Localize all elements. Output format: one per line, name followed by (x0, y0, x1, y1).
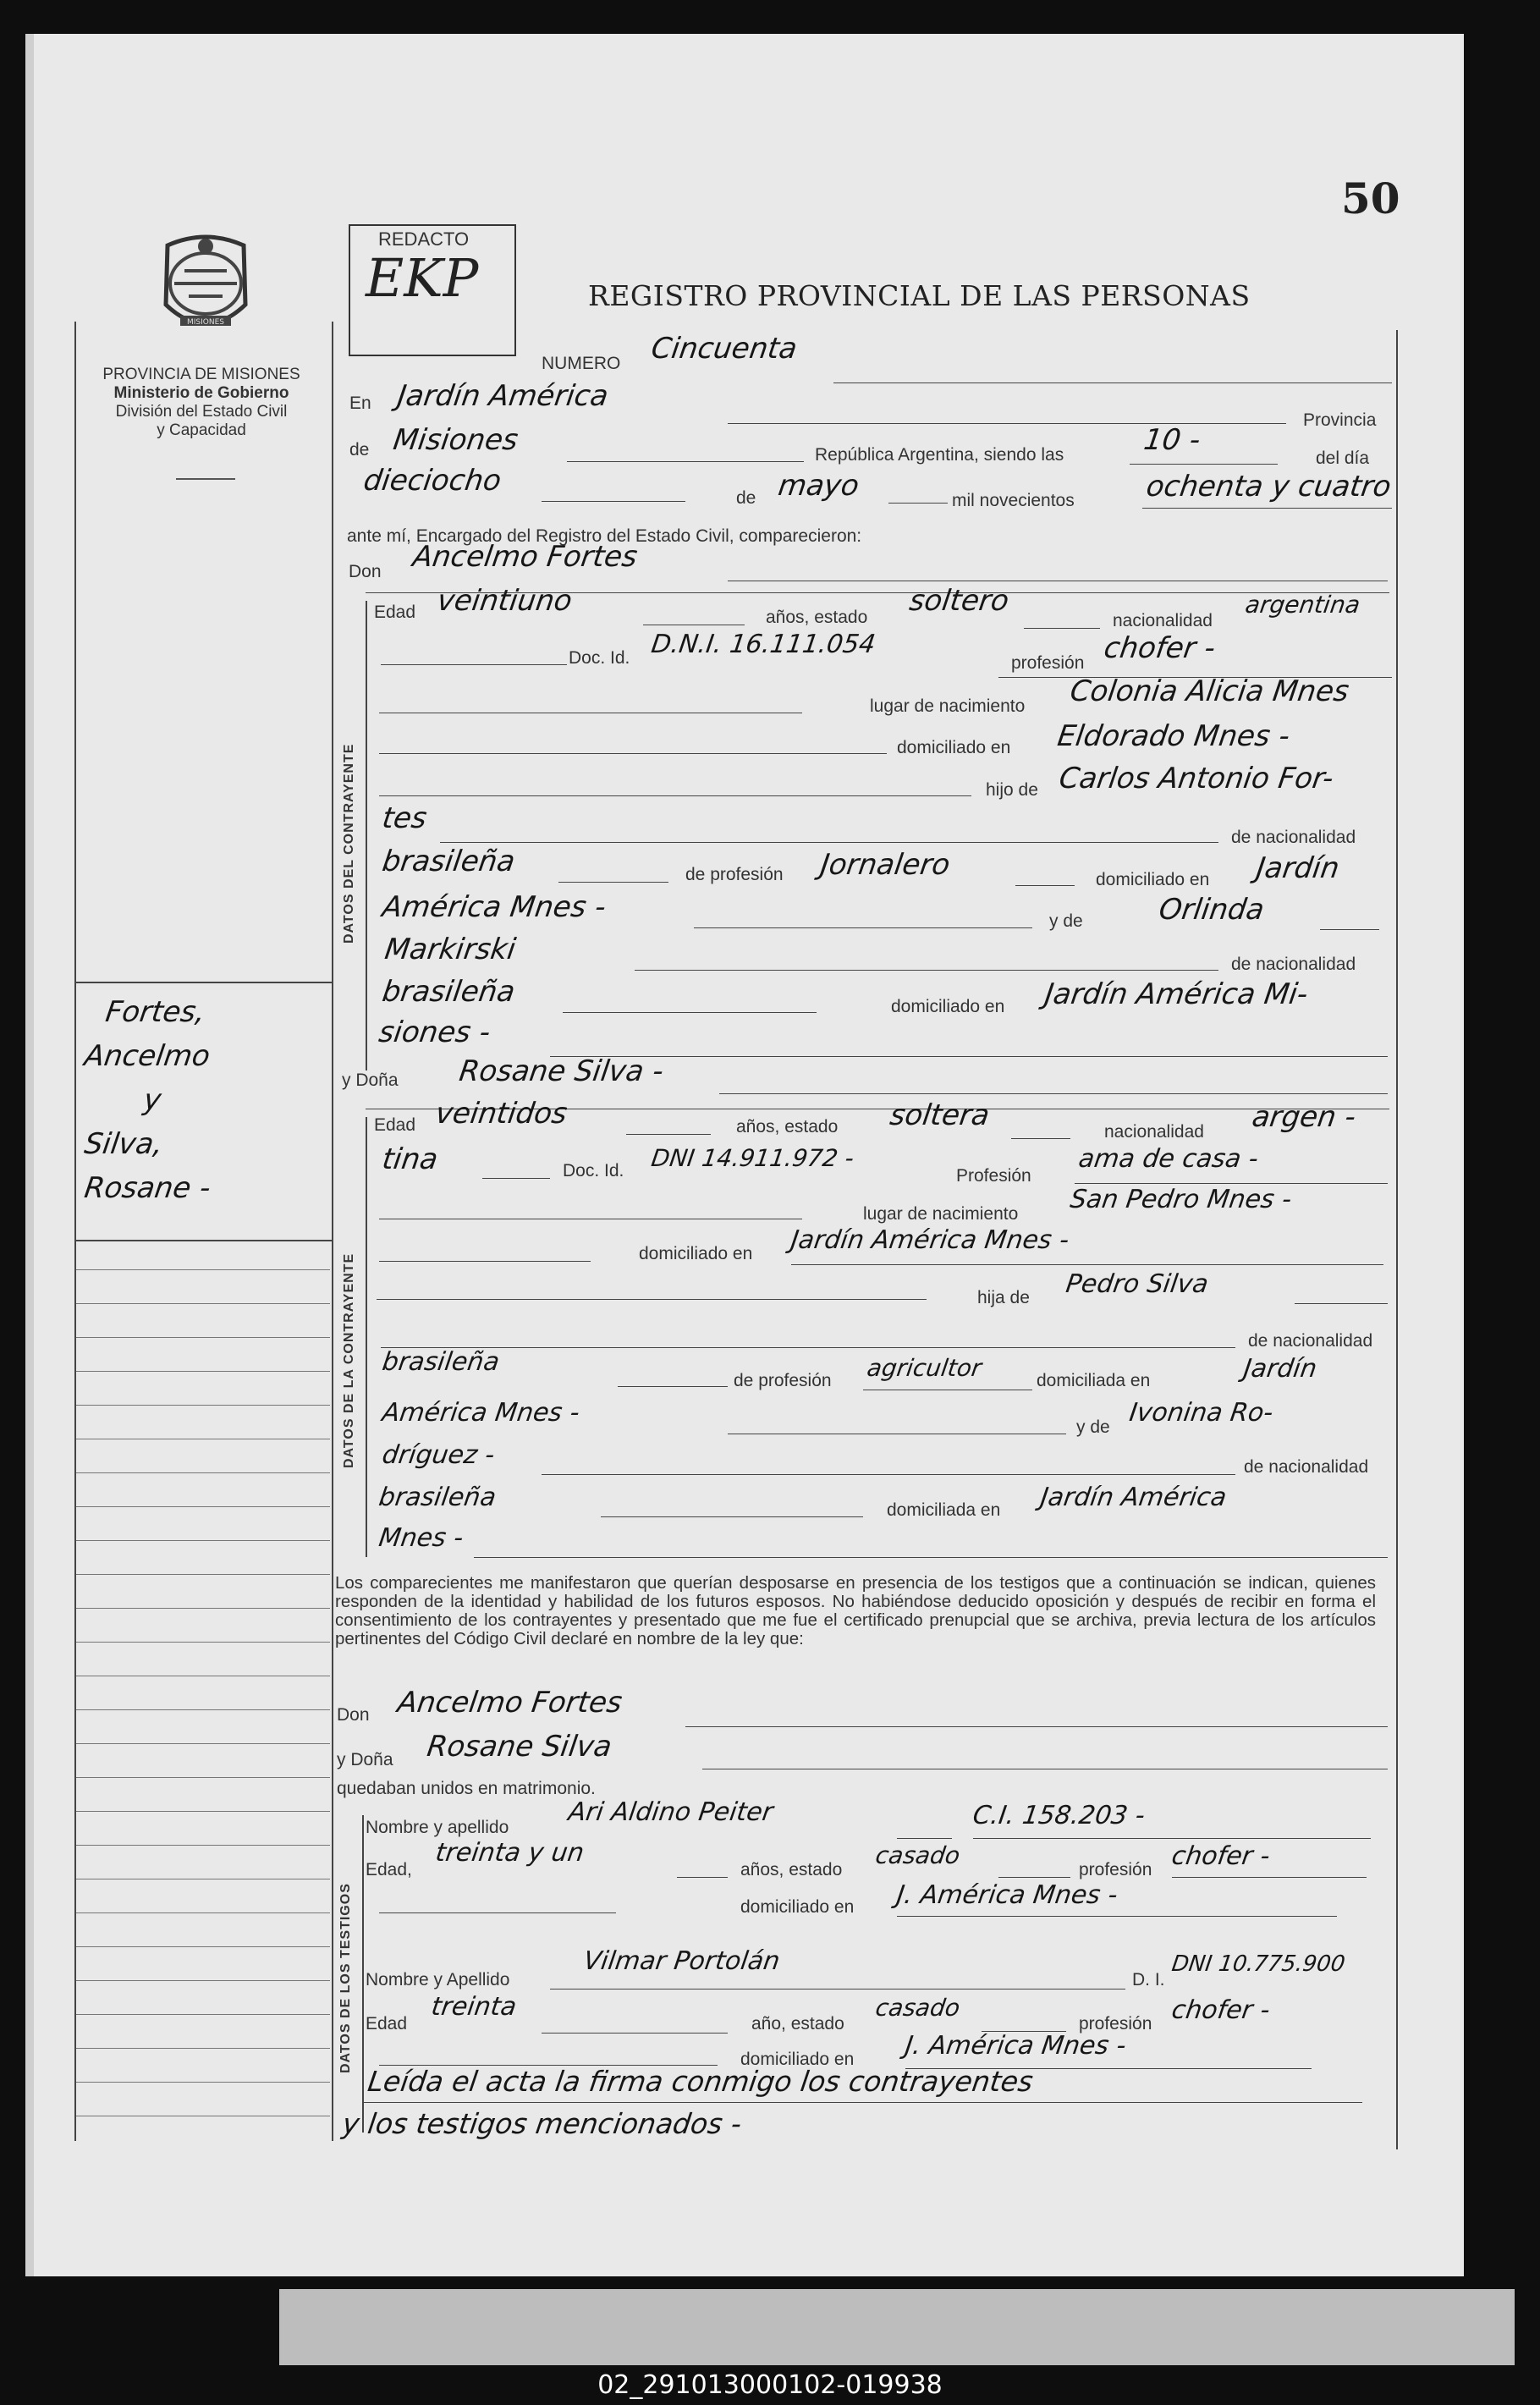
fill-line (381, 664, 567, 665)
ruled-line (76, 1371, 330, 1372)
declaration-text: Los comparecientes me manifestaron que querían desposarse en presencia de los testigos que a continuación se indican, quienes responden de la identidad y habilidad de los futuros esposos. No habiéndose deducido oposición y después de recibir en forma el consentimiento de los contrayentes y presentado que me fue el certificado prenupcial que se archiva, previa lectura de los artículos pertinentes del Código Civil declaré en nombre de la ley que: (335, 1573, 1376, 1648)
madre-1: Orlinda (1157, 893, 1267, 927)
t1-profesion-label: profesión (1079, 1860, 1152, 1879)
dona-value: Rosane Silva (425, 1730, 614, 1764)
profesion-label: profesión (1011, 653, 1085, 673)
madre-nacionalidad: brasileña (380, 975, 518, 1009)
org-line-division: División del Estado Civil (115, 403, 288, 421)
mes-label: de (736, 488, 756, 508)
margin-box-top (74, 982, 332, 983)
fill-line (897, 1838, 952, 1839)
t2-anos-label: año, estado (751, 2014, 844, 2034)
ruled-line (76, 2014, 330, 2015)
fill-line (542, 501, 685, 502)
padre-domicilio-2: América Mnes - (380, 1398, 582, 1428)
hijo-label: hijo de (986, 780, 1038, 800)
fill-line (558, 882, 668, 883)
madre-2: dríguez - (380, 1440, 497, 1470)
coat-of-arms-icon (151, 224, 261, 343)
fill-line (1075, 1183, 1388, 1184)
fill-line (694, 927, 1032, 928)
contrayente-nombre: Ancelmo Fortes (410, 540, 640, 574)
profesion-label: Profesión (956, 1166, 1031, 1186)
domicilio-label: domiciliado en (897, 738, 1011, 757)
fill-line (542, 1474, 1235, 1475)
doc-value: D.N.I. 16.111.054 (649, 630, 877, 659)
anio-value: ochenta y cuatro (1144, 470, 1394, 504)
ruled-line (76, 1845, 330, 1846)
don-label: Don (337, 1705, 370, 1725)
lugar-value: Colonia Alicia Mnes (1068, 674, 1351, 708)
fill-line (379, 1912, 616, 1913)
fill-line (1142, 508, 1392, 509)
side-label-testigos: DATOS DE LOS TESTIGOS (338, 1883, 353, 2073)
doc-label: Doc. Id. (569, 648, 630, 668)
padre-2: tes (380, 801, 429, 835)
ruled-line (76, 1269, 330, 1270)
dia-label: del día (1316, 449, 1370, 468)
padre-domicilio-2: América Mnes - (380, 890, 608, 924)
fill-line (377, 1299, 927, 1300)
ruled-line (76, 1303, 330, 1304)
padre-domicilio-label: domiciliada en (1037, 1371, 1151, 1390)
fill-line (618, 1386, 728, 1387)
bracket-testigos (362, 1815, 364, 2133)
org-line-capacity: y Capacidad (157, 421, 246, 439)
margin-line: Ancelmo (82, 1039, 212, 1073)
padre-domicilio-1: Jardín (1254, 851, 1342, 885)
madre-2: Markirski (382, 933, 518, 966)
y-de-label: y de (1076, 1417, 1110, 1437)
madre-1: Ivonina Ro- (1127, 1398, 1275, 1428)
madre-nacionalidad: brasileña (377, 1483, 498, 1512)
don-value: Ancelmo Fortes (395, 1686, 624, 1720)
closing-line-1: Leída el acta la firma conmigo los contrayentes (366, 2065, 1036, 2098)
fill-line (1024, 628, 1100, 629)
padre-nacionalidad: brasileña (380, 845, 518, 878)
provincia-label: Provincia (1303, 410, 1377, 430)
edad-label: Edad (374, 1115, 416, 1135)
bracket-contrayente (366, 601, 367, 1070)
mil-label: mil novecientos (952, 491, 1075, 510)
t2-di-label: D. I. (1132, 1970, 1165, 1989)
y-de-label: y de (1049, 911, 1083, 931)
ruled-line (76, 2048, 330, 2049)
fill-line (833, 382, 1392, 383)
margin-line: Fortes, (103, 995, 207, 1029)
redacto-signature: EKP (366, 247, 479, 309)
contrayenta-nombre: Rosane Silva - (457, 1054, 666, 1088)
margin-note (82, 990, 330, 1210)
de-profesion-label: de profesión (685, 865, 784, 884)
t2-profesion-label: profesión (1079, 2014, 1152, 2034)
t1-profesion-value: chofer - (1169, 1841, 1273, 1871)
nacionalidad-label: nacionalidad (1113, 611, 1213, 630)
fill-line (1295, 1303, 1388, 1304)
profesion-value: chofer - (1102, 631, 1218, 665)
ruled-line (76, 1980, 330, 1981)
ruled-line (76, 1777, 330, 1778)
t1-domicilio-value: J. América Mnes - (894, 1880, 1120, 1910)
nacionalidad-value-1: argen - (1250, 1100, 1358, 1134)
madre-domicilio-label: domiciliada en (887, 1500, 1001, 1520)
t2-edad-label: Edad (366, 2014, 408, 2034)
estado-value: soltero (907, 584, 1011, 618)
t1-edad-label: Edad, (366, 1860, 412, 1879)
fill-line (888, 503, 948, 504)
seal-label: MISIONES (186, 318, 225, 327)
dona-label: y Doña (342, 1070, 399, 1090)
en-value: Jardín América (395, 379, 611, 413)
fill-line (379, 1261, 591, 1262)
t1-anos-label: años, estado (740, 1860, 843, 1879)
fill-line (719, 1093, 1388, 1094)
nacionalidad-value: argentina (1243, 591, 1362, 619)
fill-line (379, 753, 887, 754)
column-rule (332, 322, 333, 2141)
estado-value: soltera (888, 1098, 992, 1132)
madre-domicilio-1: Jardín América Mi- (1042, 977, 1311, 1011)
t2-profesion-value: chofer - (1169, 1995, 1273, 2025)
republica-label: República Argentina, siendo las (815, 445, 1064, 465)
fill-line (635, 970, 1218, 971)
numero-value: Cincuenta (649, 332, 800, 366)
de-value: Misiones (391, 423, 520, 457)
t2-nombre-label: Nombre y Apellido (366, 1970, 510, 1989)
divider (176, 478, 235, 480)
t2-edad-value: treinta (429, 1992, 519, 2022)
profesion-value: ama de casa - (1076, 1144, 1261, 1174)
fill-line (440, 842, 1218, 843)
page-number: 50 (1341, 173, 1400, 223)
page-bottom-edge (279, 2289, 1515, 2365)
fill-line (685, 1726, 1388, 1727)
ruled-line (76, 1472, 330, 1473)
padre-profesion: Jornalero (818, 848, 953, 882)
fill-line (1015, 885, 1075, 886)
domicilio-label: domiciliado en (639, 1244, 753, 1263)
padre-nacionalidad: brasileña (380, 1347, 502, 1377)
fill-line (364, 2102, 1362, 2103)
fill-line (1011, 1138, 1070, 1139)
hora-value: 10 - (1141, 423, 1203, 457)
issuing-office (74, 366, 328, 440)
margin-line: Rosane - (82, 1171, 213, 1205)
archive-id: 02_291013000102-019938 (597, 2370, 943, 2400)
madre-domicilio-1: Jardín América (1038, 1483, 1229, 1512)
fill-line (1130, 464, 1278, 465)
madre-domicilio-2: siones - (377, 1015, 493, 1049)
org-line-province: PROVINCIA DE MISIONES (102, 366, 300, 383)
lugar-label: lugar de nacimiento (870, 696, 1026, 716)
doc-value: DNI 14.911.972 - (649, 1144, 856, 1172)
lugar-label: lugar de nacimiento (863, 1204, 1019, 1224)
t1-ci-value: C.I. 158.203 - (971, 1801, 1147, 1830)
padre-profesion: agricultor (865, 1354, 984, 1382)
fill-line (482, 1178, 550, 1179)
nacionalidad-label: de nacionalidad (1231, 955, 1356, 974)
hija-label: hija de (977, 1288, 1030, 1307)
padre-value: Pedro Silva (1064, 1269, 1211, 1299)
de-label: de (349, 440, 370, 460)
side-label-contrayente: DATOS DEL CONTRAYENTE (342, 743, 356, 944)
lugar-value: San Pedro Mnes - (1068, 1185, 1294, 1214)
de-profesion-label: de profesión (734, 1371, 832, 1390)
t2-di-value: DNI 10.775.900 (1169, 1951, 1347, 1977)
org-line-ministry: Ministerio de Gobierno (113, 384, 289, 402)
fill-line (550, 1056, 1388, 1057)
t1-nombre-label: Nombre y apellido (366, 1818, 509, 1837)
side-label-contrayenta: DATOS DE LA CONTRAYENTE (342, 1252, 356, 1468)
ruled-line (76, 1642, 330, 1643)
ruled-line (76, 1405, 330, 1406)
t1-estado-value: casado (873, 1841, 962, 1869)
margin-line: y (141, 1083, 163, 1117)
madre-domicilio-2: Mnes - (377, 1523, 465, 1553)
dia-value: dieciocho (361, 464, 503, 498)
padre-1: Carlos Antonio For- (1057, 762, 1336, 795)
t2-domicilio-value: J. América Mnes - (903, 2031, 1129, 2061)
ruled-line (76, 1811, 330, 1812)
t2-domicilio-label: domiciliado en (740, 2050, 855, 2069)
margin-box-bottom (74, 1240, 332, 1241)
padre-domicilio-label: domiciliado en (1096, 870, 1210, 889)
domicilio-value: Eldorado Mnes - (1055, 719, 1292, 753)
doc-label: Doc. Id. (563, 1161, 624, 1180)
mes-value: mayo (776, 469, 861, 503)
bracket-contrayenta (366, 1117, 367, 1557)
ruled-line (76, 1912, 330, 1913)
fill-line (474, 1557, 1388, 1558)
fill-line (1172, 1877, 1367, 1878)
anos-label: años, estado (766, 608, 868, 627)
t2-estado-value: casado (873, 1994, 962, 2022)
dona-label: y Doña (337, 1750, 393, 1769)
nacionalidad-label: de nacionalidad (1231, 828, 1356, 847)
ruled-line (76, 1743, 330, 1744)
nacionalidad-label: de nacionalidad (1244, 1457, 1369, 1477)
nacionalidad-label: nacionalidad (1104, 1122, 1204, 1142)
left-margin-rule (74, 322, 76, 2141)
ruled-line (76, 1574, 330, 1575)
nacionalidad-value-2: tina (380, 1142, 440, 1176)
madre-domicilio-label: domiciliado en (891, 997, 1005, 1016)
ruled-line (76, 1337, 330, 1338)
fill-line (542, 2033, 728, 2034)
t1-nombre-value: Ari Aldino Peiter (566, 1797, 775, 1827)
edad-value: veintidos (433, 1097, 569, 1131)
fill-line (379, 795, 971, 796)
fill-line (677, 1877, 728, 1878)
fill-line (897, 1916, 1337, 1917)
fill-line (1320, 929, 1379, 930)
fill-line (563, 1012, 817, 1013)
fill-line (998, 1877, 1070, 1878)
ruled-line (76, 1946, 330, 1947)
numero-label: NUMERO (542, 354, 621, 373)
padre-domicilio-1: Jardín (1241, 1354, 1319, 1384)
domicilio-value: Jardín América Mnes - (789, 1225, 1071, 1255)
ruled-line (76, 1506, 330, 1507)
don-label: Don (349, 562, 382, 581)
nacionalidad-label: de nacionalidad (1248, 1331, 1373, 1351)
ante-text: ante mí, Encargado del Registro del Estado Civil, comparecieron: (347, 526, 862, 546)
ruled-line (76, 1540, 330, 1541)
t2-nombre-value: Vilmar Portolán (581, 1946, 782, 1976)
unidos-text: quedaban unidos en matrimonio. (337, 1779, 596, 1798)
t1-domicilio-label: domiciliado en (740, 1897, 855, 1917)
t1-edad-value: treinta y un (433, 1838, 586, 1868)
edad-label: Edad (374, 603, 416, 622)
margin-line: Silva, (82, 1127, 166, 1161)
redacto-label: REDACTO (378, 228, 470, 250)
anos-label: años, estado (736, 1117, 839, 1136)
ruled-line (76, 1608, 330, 1609)
fill-line (791, 1264, 1383, 1265)
document-title: REGISTRO PROVINCIAL DE LAS PERSONAS (588, 279, 1251, 312)
edad-value: veintiuno (435, 584, 575, 618)
right-margin-rule (1396, 330, 1398, 2149)
ruled-line (76, 2082, 330, 2083)
fill-line (567, 461, 804, 462)
en-label: En (349, 393, 371, 413)
fill-line (381, 1347, 1235, 1348)
ruled-line (76, 1709, 330, 1710)
fill-line (973, 1838, 1371, 1839)
fill-line (601, 1516, 863, 1517)
closing-line-2: y los testigos mencionados - (340, 2107, 744, 2140)
fill-line (626, 1134, 711, 1135)
